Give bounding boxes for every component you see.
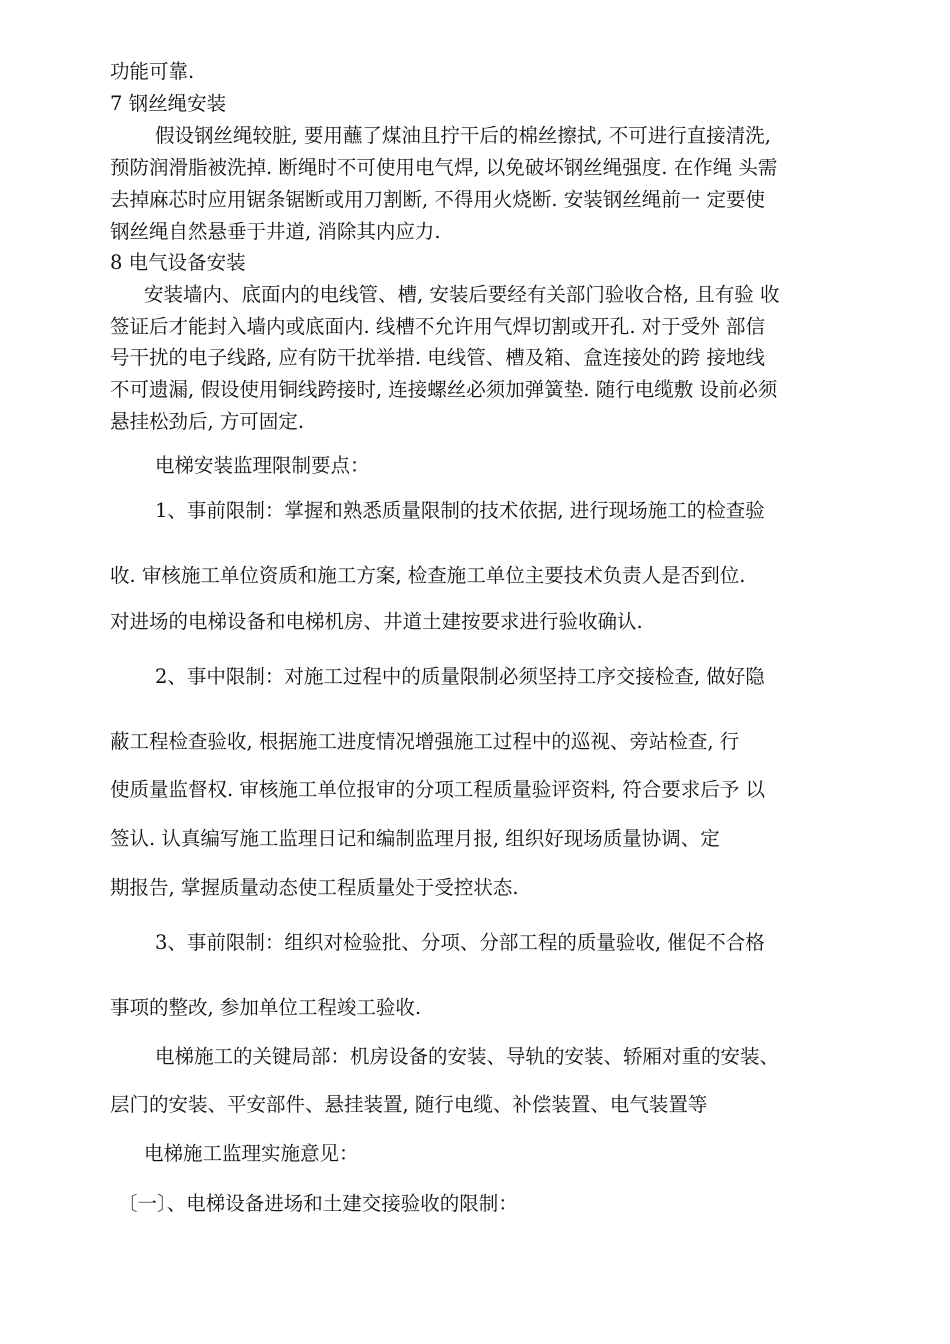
text-line: 去掉麻芯时应用锯条锯断或用刀割断, 不得用火烧断. 安装钢丝绳前一 定要使 [110,188,765,211]
section-heading-8: 8 电气设备安装 [110,251,246,274]
text-line: 预防润滑脂被洗掉. 断绳时不可使用电气焊, 以免破坏钢丝绳强度. 在作绳 头需 [110,156,778,179]
subsection-title: 〔一〕、电梯设备进场和土建交接验收的限制： [118,1192,518,1215]
text-line: 3、事前限制：组织对检验批、分项、分部工程的质量验收, 催促不合格 [155,931,765,954]
subsection-title: 电梯施工监理实施意见： [144,1142,359,1165]
text-line: 假设钢丝绳较脏, 要用蘸了煤油且拧干后的棉丝擦拭, 不可进行直接清洗, [155,124,771,147]
text-line: 期报告, 掌握质量动态使工程质量处于受控状态. [110,876,519,899]
text-line: 不可遗漏, 假设使用铜线跨接时, 连接螺丝必须加弹簧垫. 随行电缆敷 设前必须 [110,378,778,401]
text-line: 收. 审核施工单位资质和施工方案, 检查施工单位主要技术负责人是否到位. [110,564,746,587]
text-line: 签认. 认真编写施工监理日记和编制监理月报, 组织好现场质量协调、定 [110,827,720,850]
text-line: 签证后才能封入墙内或底面内. 线槽不允许用气焊切割或开孔. 对于受外 部信 [110,315,765,338]
text-line: 蔽工程检查验收, 根据施工进度情况增强施工过程中的巡视、旁站检查, 行 [110,730,740,753]
text-line: 层门的安装、平安部件、悬挂装置, 随行电缆、补偿装置、电气装置等 [110,1093,708,1116]
text-line: 号干扰的电子线路, 应有防干扰举措. 电线管、槽及箱、盒连接处的跨 接地线 [110,346,765,369]
text-line: 事项的整改, 参加单位工程竣工验收. [110,996,422,1019]
text-line: 电梯施工的关键局部：机房设备的安装、导轨的安装、轿厢对重的安装、 [155,1045,780,1068]
text-line: 2、事中限制：对施工过程中的质量限制必须坚持工序交接检查, 做好隐 [155,665,765,688]
text-line: 钢丝绳自然悬垂于井道, 消除其内应力. [110,220,441,243]
subsection-title: 电梯安装监理限制要点： [155,454,370,477]
text-line: 对进场的电梯设备和电梯机房、井道土建按要求进行验收确认. [110,610,643,633]
text-line: 功能可靠. [110,60,195,83]
text-line: 1、事前限制：掌握和熟悉质量限制的技术依据, 进行现场施工的检查验 [155,499,765,522]
text-line: 安装墙内、底面内的电线管、槽, 安装后要经有关部门验收合格, 且有验 收 [144,283,780,306]
text-line: 悬挂松劲后, 方可固定. [110,410,305,433]
section-heading-7: 7 钢丝绳安装 [110,92,227,115]
text-line: 使质量监督权. 审核施工单位报审的分项工程质量验评资料, 符合要求后予 以 [110,778,765,801]
